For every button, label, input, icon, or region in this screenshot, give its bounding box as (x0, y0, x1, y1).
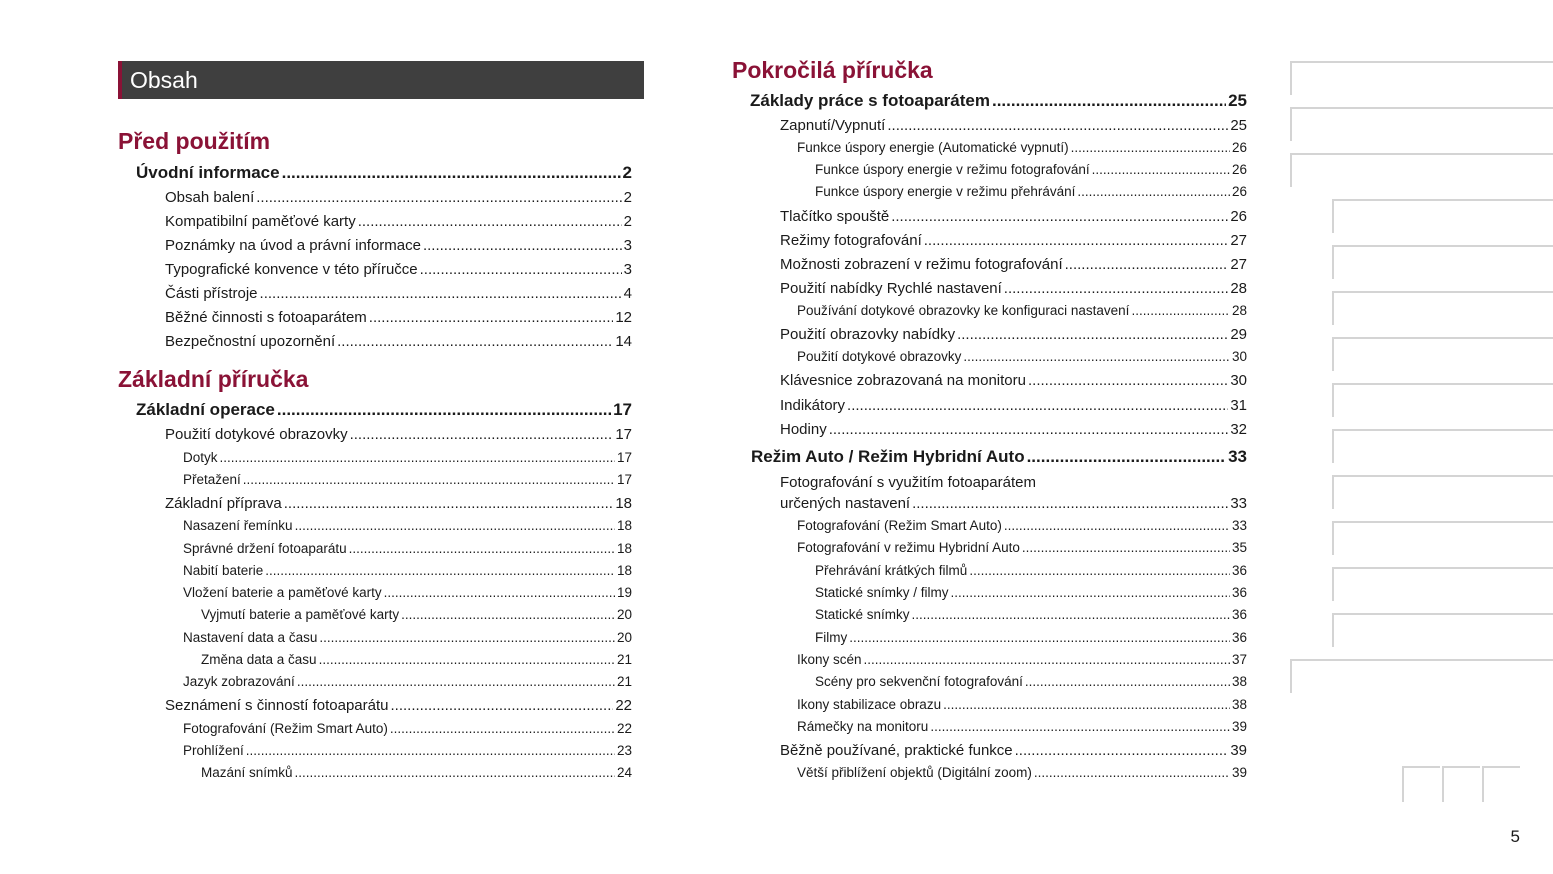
toc-entry[interactable]: Použití nabídky Rychlé nastavení ..... 28 (780, 280, 1247, 297)
nav-button[interactable] (1442, 766, 1480, 802)
toc-entry[interactable]: Běžné činnosti s fotoaparátem ..... 12 (165, 309, 632, 326)
toc-entry[interactable]: Indikátory ..... 31 (780, 397, 1247, 414)
toc-entry[interactable]: Správné držení fotoaparátu ..... 18 (183, 541, 632, 556)
side-tab[interactable] (1332, 429, 1553, 463)
toc-entry[interactable]: Části přístroje ..... 4 (165, 285, 632, 302)
toc-entry[interactable]: Zapnutí/Vypnutí ..... 25 (780, 117, 1247, 134)
toc-entry[interactable]: Fotografování (Režim Smart Auto) ..... 22 (183, 721, 632, 736)
toc-entry[interactable]: Scény pro sekvenční fotografování ..... 38 (815, 674, 1247, 689)
toc-entry[interactable]: určených nastavení ..... 33 (780, 495, 1247, 512)
toc-entry[interactable]: Nabití baterie ..... 18 (183, 563, 632, 578)
toc-entry[interactable]: Poznámky na úvod a právní informace ..... 3 (165, 237, 632, 254)
toc-entry[interactable]: Ikony scén ..... 37 (797, 652, 1247, 667)
toc-entry[interactable]: Přetažení ..... 17 (183, 472, 632, 487)
header-accent (118, 61, 122, 99)
side-tab[interactable] (1332, 567, 1553, 601)
toc-entry[interactable]: Funkce úspory energie (Automatické vypnutí) ..... 26 (797, 140, 1247, 155)
section-advanced-guide[interactable]: Pokročilá příručka (732, 57, 933, 83)
toc-entry[interactable]: Statické snímky / filmy ..... 36 (815, 585, 1247, 600)
toc-entry[interactable]: Funkce úspory energie v režimu fotografování ..... 26 (815, 162, 1247, 177)
toc-entry[interactable]: Základní příprava ..... 18 (165, 495, 632, 512)
side-tab[interactable] (1332, 475, 1553, 509)
toc-entry[interactable]: Rámečky na monitoru ..... 39 (797, 719, 1247, 734)
page-title: Obsah (130, 67, 198, 93)
toc-entry[interactable]: Hodiny ..... 32 (780, 421, 1247, 438)
toc-entry[interactable]: Fotografování v režimu Hybridní Auto ..... 35 (797, 540, 1247, 555)
toc-entry[interactable]: Statické snímky ..... 36 (815, 607, 1247, 622)
toc-entry[interactable]: Vyjmutí baterie a paměťové karty ..... 20 (201, 607, 632, 622)
toc-entry[interactable]: Dotyk ..... 17 (183, 450, 632, 465)
side-tab[interactable] (1332, 337, 1553, 371)
toc-entry[interactable]: Bezpečnostní upozornění ..... 14 (165, 333, 632, 350)
side-tab[interactable] (1332, 291, 1553, 325)
toc-entry[interactable]: Větší přiblížení objektů (Digitální zoom) ..... 39 (797, 765, 1247, 780)
toc-entry[interactable]: Běžně používané, praktické funkce ..... 39 (780, 742, 1247, 759)
section-basic-guide[interactable]: Základní příručka (118, 366, 309, 392)
toc-entry[interactable]: Klávesnice zobrazovaná na monitoru ..... 30 (780, 372, 1247, 389)
side-tab[interactable] (1332, 521, 1553, 555)
toc-entry[interactable]: Prohlížení ..... 23 (183, 743, 632, 758)
toc-entry[interactable]: Funkce úspory energie v režimu přehrávání ..... 26 (815, 184, 1247, 199)
toc-entry[interactable]: Nastavení data a času ..... 20 (183, 630, 632, 645)
side-tab[interactable] (1332, 383, 1553, 417)
nav-button[interactable] (1402, 766, 1440, 802)
toc-entry[interactable]: Typografické konvence v této příručce ..... 3 (165, 261, 632, 278)
toc-entry[interactable]: Mazání snímků ..... 24 (201, 765, 632, 780)
toc-entry[interactable]: Fotografování (Režim Smart Auto) ..... 33 (797, 518, 1247, 533)
toc-entry[interactable]: Možnosti zobrazení v režimu fotografování ..... 27 (780, 256, 1247, 273)
toc-entry[interactable]: Základní operace ..... 17 (136, 400, 632, 420)
toc-entry[interactable]: Použití dotykové obrazovky ..... 17 (165, 426, 632, 443)
toc-entry[interactable]: Úvodní informace ..... 2 (136, 163, 632, 183)
toc-entry[interactable]: Tlačítko spouště ..... 26 (780, 208, 1247, 225)
side-tab[interactable] (1290, 153, 1553, 187)
toc-entry[interactable]: Základy práce s fotoaparátem ..... 25 (750, 91, 1247, 111)
side-tab[interactable] (1290, 107, 1553, 141)
toc-entry[interactable]: Seznámení s činností fotoaparátu ..... 22 (165, 697, 632, 714)
side-tab[interactable] (1332, 613, 1553, 647)
toc-entry[interactable]: Režim Auto / Režim Hybridní Auto ..... 33 (751, 447, 1247, 467)
toc-entry[interactable]: Použití dotykové obrazovky ..... 30 (797, 349, 1247, 364)
page-number: 5 (1510, 827, 1520, 846)
toc-entry[interactable]: Obsah balení ..... 2 (165, 189, 632, 206)
contents-header (118, 61, 644, 99)
toc-entry[interactable]: Použití obrazovky nabídky ..... 29 (780, 326, 1247, 343)
toc-entry[interactable]: Kompatibilní paměťové karty ..... 2 (165, 213, 632, 230)
toc-entry-line[interactable]: Fotografování s využitím fotoaparátem (780, 474, 1036, 491)
toc-entry[interactable]: Jazyk zobrazování ..... 21 (183, 674, 632, 689)
side-tab[interactable] (1332, 199, 1553, 233)
toc-entry[interactable]: Ikony stabilizace obrazu ..... 38 (797, 697, 1247, 712)
section-before-use[interactable]: Před použitím (118, 128, 271, 154)
side-tab[interactable] (1290, 61, 1553, 95)
toc-entry[interactable]: Přehrávání krátkých filmů ..... 36 (815, 563, 1247, 578)
nav-button[interactable] (1482, 766, 1520, 802)
toc-entry[interactable]: Změna data a času ..... 21 (201, 652, 632, 667)
toc-entry[interactable]: Používání dotykové obrazovky ke konfiguraci nastavení ..... 28 (797, 303, 1247, 318)
toc-entry[interactable]: Režimy fotografování ..... 27 (780, 232, 1247, 249)
side-tab[interactable] (1332, 245, 1553, 279)
toc-entry[interactable]: Vložení baterie a paměťové karty ..... 19 (183, 585, 632, 600)
toc-entry[interactable]: Nasazení řemínku ..... 18 (183, 518, 632, 533)
toc-entry[interactable]: Filmy ..... 36 (815, 630, 1247, 645)
side-tab[interactable] (1290, 659, 1553, 693)
